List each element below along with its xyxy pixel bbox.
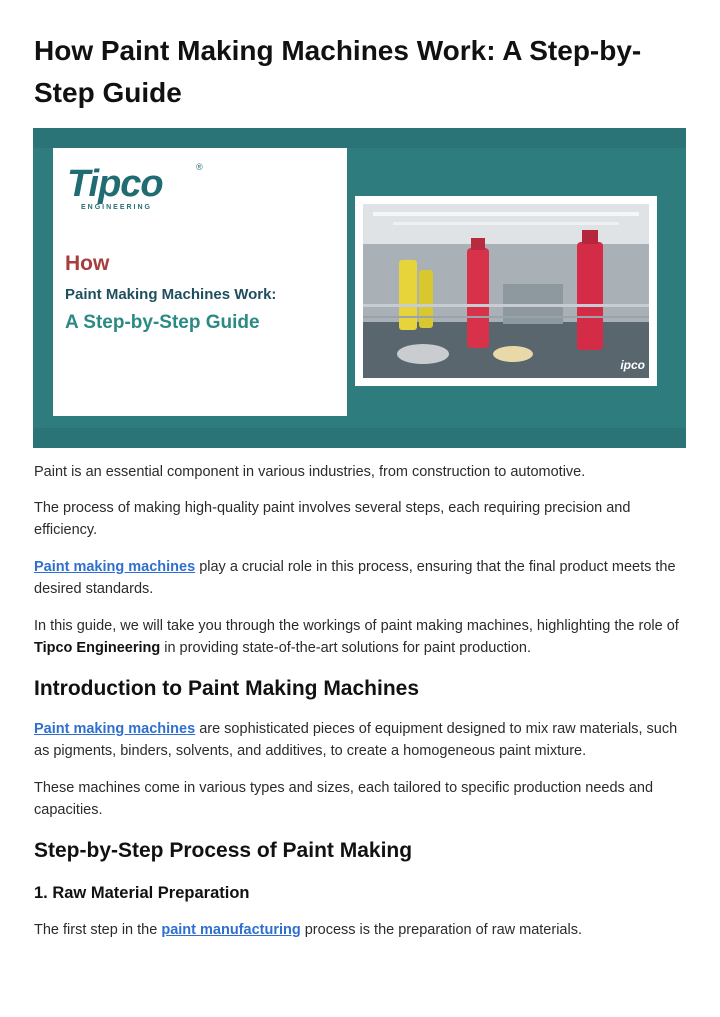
paragraph-1: Paint is an essential component in various industries, from construction to automotive. — [34, 464, 586, 480]
logo-word: Tipco — [67, 163, 163, 205]
paint-making-machines-link-2[interactable]: Paint making machines — [34, 721, 196, 737]
hero-band-bottom — [33, 428, 686, 448]
paint-making-machines-link[interactable]: Paint making machines — [34, 559, 196, 575]
paragraph-5 — [34, 718, 694, 762]
paragraph-3-text: play a crucial role in this process, ensuring that the final product meets the desired standards. — [34, 559, 676, 597]
paragraph-4-text-a: In this guide, we will take you through the workings of paint making machines, highlighting the role of — [34, 618, 679, 634]
paragraph-3 — [34, 556, 694, 600]
photo-watermark: ipco — [620, 358, 645, 372]
paragraph-7-text-b: process is the preparation of raw materials. — [300, 922, 582, 938]
hero-line-how: How — [65, 252, 110, 275]
registered-mark: ® — [196, 162, 203, 172]
paragraph-7 — [34, 919, 694, 941]
paragraph-4 — [34, 615, 694, 659]
tipco-engineering-bold: Tipco Engineering — [34, 640, 161, 656]
machine-photo-frame — [355, 196, 657, 386]
hero-line-subtitle: A Step-by-Step Guide — [65, 312, 260, 333]
hero-line-title: Paint Making Machines Work: — [65, 286, 277, 303]
logo-subtitle: ENGINEERING — [81, 204, 153, 211]
machine-photo — [363, 204, 649, 378]
machine-illustration — [363, 204, 649, 378]
heading-steps: Step-by-Step Process of Paint Making — [34, 839, 413, 862]
heading-raw-material: 1. Raw Material Preparation — [34, 884, 250, 902]
paragraph-2: The process of making high-quality paint involves several steps, each requiring precision and efficiency. — [34, 500, 631, 538]
hero-band-top — [33, 128, 686, 148]
paragraph-7-text-a: The first step in the — [34, 922, 162, 938]
article-title: How Paint Making Machines Work: A Step-by-Step Guide — [34, 35, 642, 108]
paragraph-4-text-b: in providing state-of-the-art solutions for paint production. — [160, 640, 531, 656]
tipco-logo — [67, 162, 203, 214]
paragraph-5-text: are sophisticated pieces of equipment designed to mix raw materials, such as pigments, binders, solvents, and additives, to create a homogeneous paint mixture. — [34, 721, 678, 759]
heading-introduction: Introduction to Paint Making Machines — [34, 677, 420, 700]
hero-image — [33, 128, 686, 448]
hero-text-card — [53, 148, 347, 416]
paragraph-6: These machines come in various types and sizes, each tailored to specific production needs and capacities. — [34, 780, 654, 818]
paint-manufacturing-link[interactable]: paint manufacturing — [161, 922, 301, 938]
